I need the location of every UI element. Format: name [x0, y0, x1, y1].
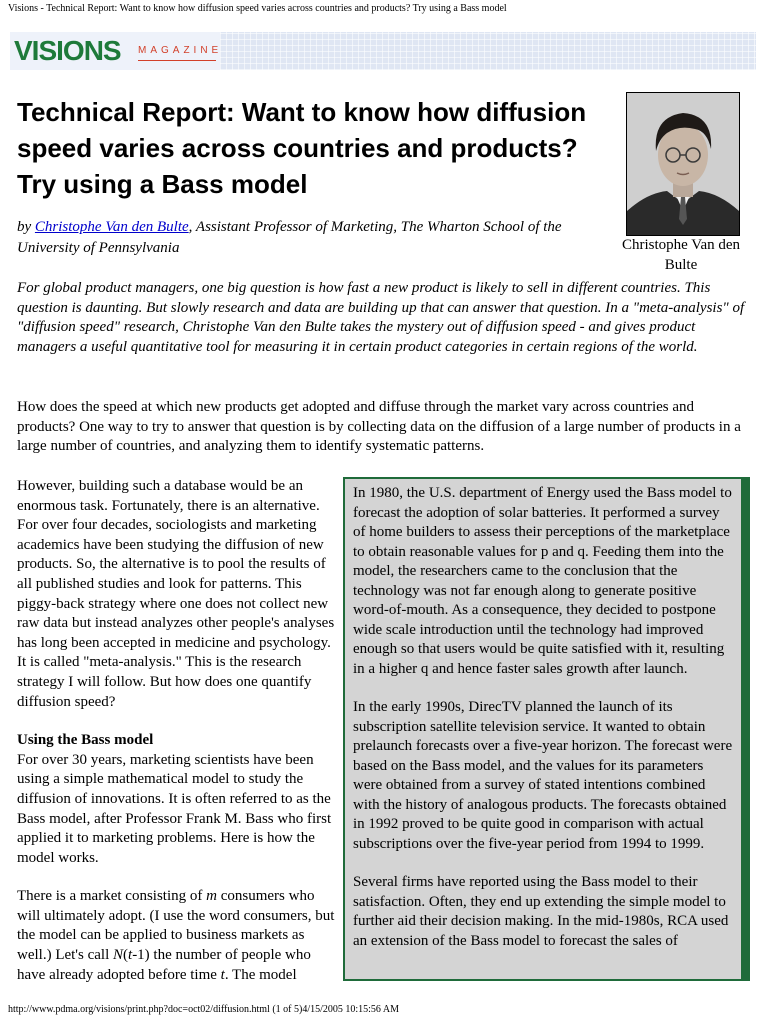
p4-text-2: consumers who will ultimately adopt. (I use the word consumers, but the model can be applied to business markets as well.) Let's call	[17, 888, 335, 964]
print-page-footer: http://www.pdma.org/visions/print.php?doc=oct02/diffusion.html (1 of 5)4/15/2005 10:15:56 AM	[8, 1004, 399, 1015]
sidebar-box	[343, 477, 743, 981]
photo-caption: Christophe Van den Bulte	[621, 237, 741, 273]
print-page-header: Visions - Technical Report: Want to know how diffusion speed varies across countries and products? Try using a Bass model	[8, 3, 507, 14]
body-paragraph-2: However, building such a database would be an enormous task. Fortunately, there is an alternative. For over four decades, sociologists and marketing academics have been studying the diffusion of new products. So, the alternative is to pool the results of all published studies and look for patterns. This piggy-back strategy where one does not collect new raw data but instead analyzes other people's analyses has long been accepted in medicine and psychology. It is called "meta-analysis." This is the research strategy I will follow. But how does one quantify diffusion speed?	[17, 478, 335, 710]
p4-text-1: There is a market consisting of	[17, 888, 207, 905]
logo-rule	[138, 60, 216, 61]
math-n: N	[113, 947, 124, 964]
body-paragraph-1: How does the speed at which new products get adopted and diffuse through the market vary across countries and products? One way to try to answer that question is by collecting data on the diffusion of a large number of products in a large number of countries, and analyzing them to identify systematic patterns.	[17, 399, 741, 454]
body-paragraph-3: For over 30 years, marketing scientists have been using a simple mathematical model to study the diffusion of innovations. It is often referred to as the Bass model, after Professor Frank M. Bass who first applied it to marketing problems. Here is how the model works.	[17, 751, 332, 866]
byline-affiliation: , Assistant Professor of Marketing, The Wharton School of the University of Pennsylvania	[17, 219, 562, 256]
sidebar-paragraph-1: In 1980, the U.S. department of Energy used the Bass model to forecast the adoption of solar batteries. It performed a survey of home builders to assess their perceptions of the marketplace to obtain reasonable values for p and q. Feeding them into the model, the researchers came to the conclusion that the technology was not far enough along to generate positive word-of-mouth. As a consequence, they decided to postpone wide scale introduction until the technology had improved enough so that users would be quite satisfied with it, resulting in a higher q and hence faster sales growth after launch.	[353, 485, 732, 677]
bass-model-section	[17, 731, 339, 868]
visions-logo[interactable]	[10, 32, 223, 70]
sidebar-paragraph-3: Several firms have reported using the Bass model to their satisfaction. Often, they end up extending the simple model to further aid their decision making. In the mid-1980s, RCA used an extension of the Bass model to forecast the sales of	[353, 874, 729, 949]
logo-wordmark: VISIONS	[14, 35, 121, 66]
left-column	[17, 477, 339, 1004]
logo-subtitle: MAGAZINE	[138, 45, 223, 56]
section-heading: Using the Bass model	[17, 732, 154, 749]
author-photo	[626, 92, 740, 236]
p4-text-3: (	[123, 947, 129, 964]
author-link[interactable]: Christophe Van den Bulte	[34, 219, 189, 235]
body-paragraph-4	[17, 887, 339, 985]
article-title: Technical Report: Want to know how diffusion speed varies across countries and products? Try using a Bass model	[17, 97, 587, 199]
intro-paragraph: For global product managers, one big question is how fast a new product is likely to sell in different countries. This question is daunting. But slowly research and data are building up that can answer that question. In a "meta-analysis" of "diffusion speed" research, Christophe Van den Bulte takes the mystery out of diffusion speed - and gives product managers a useful quantitative tool for measuring it in certain product categories in certain regions of the world.	[17, 280, 745, 355]
p4-text-4: -1) the number of people who have already adopted before time	[17, 947, 311, 983]
math-t-2: t	[220, 966, 225, 983]
sidebar-paragraph-2: In the early 1990s, DirecTV planned the launch of its subscription satellite television service. It wanted to obtain prelaunch forecasts over a five-year horizon. The forecast were based on the Bass model, and the values for its parameters were obtained from a survey of stated intentions combined with the history of analogous products. The forecasts obtained in 1992 proved to be quite good in comparison with actual subscriptions over the five-year period from 1994 to 1999.	[353, 699, 733, 852]
author-portrait-image	[627, 93, 739, 235]
magazine-banner	[10, 32, 756, 70]
sidebar-accent-bar	[741, 477, 750, 981]
byline	[17, 217, 597, 259]
math-m: m	[206, 888, 217, 905]
p4-text-5: . The model	[224, 966, 297, 983]
byline-prefix: by	[17, 219, 35, 235]
math-t: t	[128, 947, 133, 964]
